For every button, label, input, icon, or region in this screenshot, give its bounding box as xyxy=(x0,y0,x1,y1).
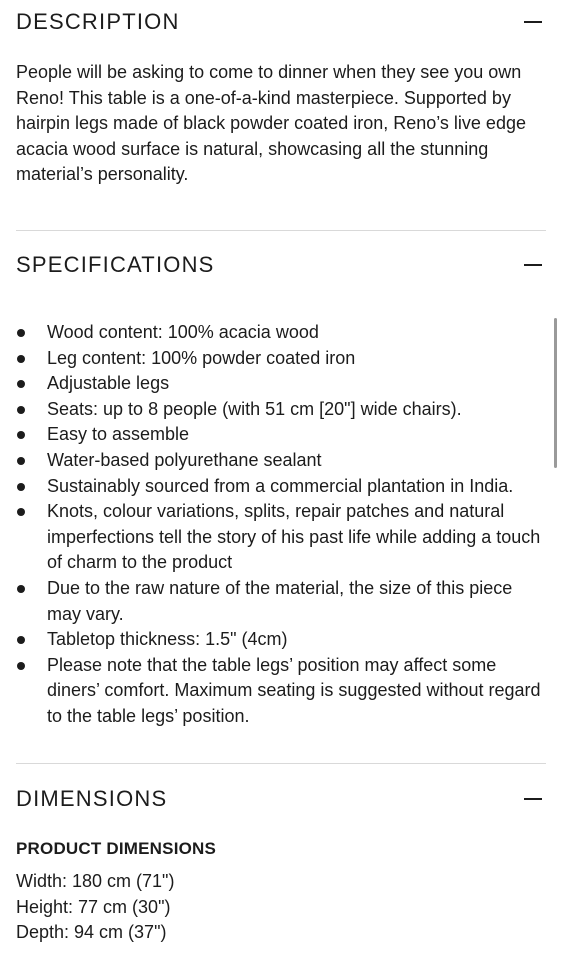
list-item xyxy=(16,448,546,474)
list-item xyxy=(16,371,546,397)
scrollbar[interactable] xyxy=(554,318,557,468)
dimension-width: Width: 180 cm (71") xyxy=(16,871,175,891)
spec-text: Knots, colour variations, splits, repair patches and natural imperfections tell the story of his past life while adding a touch of charm to the product xyxy=(47,501,541,573)
list-item xyxy=(16,576,546,627)
description-section xyxy=(16,2,546,188)
list-item xyxy=(16,627,546,653)
spec-text: Tabletop thickness: 1.5" (4cm) xyxy=(47,629,288,650)
dimensions-section xyxy=(16,779,546,946)
bullet-icon xyxy=(17,457,25,465)
bullet-icon xyxy=(17,662,25,670)
product-dimensions-heading: PRODUCT DIMENSIONS xyxy=(16,839,217,858)
list-item xyxy=(16,653,546,730)
list-item xyxy=(16,320,546,346)
list-item xyxy=(16,499,546,576)
bullet-icon xyxy=(17,406,25,414)
dimension-depth: Depth: 94 cm (37") xyxy=(16,922,167,942)
bullet-icon xyxy=(17,355,25,363)
spec-text: Wood content: 100% acacia wood xyxy=(47,322,319,342)
list-item xyxy=(16,474,546,500)
spec-text: Seats: up to 8 people (with 51 cm [20"] wide chairs). xyxy=(47,398,462,419)
spec-text: Easy to assemble xyxy=(47,424,190,445)
bullet-icon xyxy=(17,483,25,491)
minus-icon[interactable] xyxy=(524,13,542,31)
specifications-header[interactable] xyxy=(16,245,546,285)
bullet-icon xyxy=(17,636,25,644)
dimension-height: Height: 77 cm (30") xyxy=(16,896,171,917)
specifications-section xyxy=(16,245,546,730)
bullet-icon xyxy=(17,431,25,439)
dimensions-title: DIMENSIONS xyxy=(16,786,168,811)
list-item xyxy=(16,346,546,372)
bullet-icon xyxy=(17,585,25,593)
spec-text: Leg content: 100% powder coated iron xyxy=(47,347,356,368)
spec-text: Sustainably sourced from a commercial plantation in India. xyxy=(47,475,514,496)
bullet-icon xyxy=(17,380,25,388)
list-item xyxy=(16,397,546,423)
spec-text: Water-based polyurethane sealant xyxy=(47,449,322,470)
spec-text: Due to the raw nature of the material, the size of this piece may vary. xyxy=(47,577,513,624)
spec-text: Adjustable legs xyxy=(47,373,170,394)
minus-icon[interactable] xyxy=(524,790,542,808)
description-header[interactable] xyxy=(16,2,546,42)
dimensions-header[interactable] xyxy=(16,779,546,819)
divider xyxy=(16,763,546,764)
specifications-title: SPECIFICATIONS xyxy=(16,252,215,277)
bullet-icon xyxy=(17,508,25,516)
description-text: People will be asking to come to dinner when they see you own Reno! This table is a one-of-a-kind masterpiece. Supported by hairpin legs made of black powder coated iron, Reno’s live edge acacia wood surface is natural, showcasing all the stunning material’s personality. xyxy=(16,62,526,184)
bullet-icon xyxy=(17,329,25,337)
divider xyxy=(16,230,546,231)
specifications-list xyxy=(16,320,546,730)
description-title: DESCRIPTION xyxy=(16,9,180,34)
minus-icon[interactable] xyxy=(524,256,542,274)
list-item xyxy=(16,422,546,448)
spec-text: Please note that the table legs’ position may affect some diners’ comfort. Maximum seating is suggested without regard to the table legs’ position. xyxy=(47,654,541,726)
